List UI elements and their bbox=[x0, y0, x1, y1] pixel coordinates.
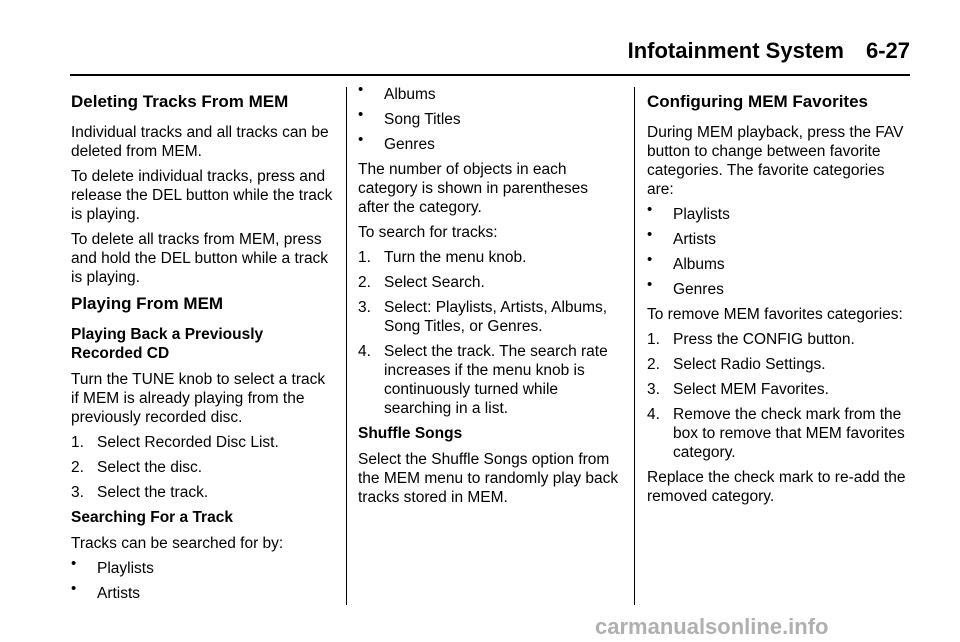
subheading-shuffle-songs: Shuffle Songs bbox=[358, 425, 463, 442]
heading-deleting-tracks: Deleting Tracks From MEM bbox=[71, 92, 289, 111]
list-item: 3. Select: Playlists, Artists, Albums, Song Titles, or Genres. bbox=[358, 299, 608, 335]
paragraph: To delete individual tracks, press and release the DEL button while the track is playing. bbox=[71, 168, 333, 223]
paragraph: Individual tracks and all tracks can be deleted from MEM. bbox=[71, 124, 329, 160]
column-3 bbox=[647, 85, 909, 512]
bullet-icon: • bbox=[358, 131, 364, 148]
header-rule bbox=[70, 74, 910, 76]
paragraph: Tracks can be searched for by: bbox=[71, 535, 284, 552]
bullet-icon: • bbox=[647, 226, 653, 243]
column-divider-2 bbox=[634, 87, 635, 605]
heading-playing-from-mem: Playing From MEM bbox=[71, 294, 224, 313]
bullet-list bbox=[647, 201, 909, 299]
subheading-searching: Searching For a Track bbox=[71, 509, 233, 526]
paragraph: Select the Shuffle Songs option from the MEM menu to randomly play back tracks stored in MEM. bbox=[358, 451, 619, 506]
bullet-list bbox=[358, 81, 620, 154]
list-item: 1. Press the CONFIG button. bbox=[647, 331, 855, 348]
bullet-icon: • bbox=[358, 106, 364, 123]
list-item: • Song Titles bbox=[358, 106, 461, 128]
list-item: • Albums bbox=[647, 251, 725, 273]
list-item: 3. Select the track. bbox=[71, 484, 209, 501]
list-item: 1. Select Recorded Disc List. bbox=[71, 434, 279, 451]
bullet-icon: • bbox=[358, 81, 364, 98]
list-item: • Artists bbox=[647, 226, 717, 248]
list-item: 2. Select the disc. bbox=[71, 459, 203, 476]
column-divider-1 bbox=[346, 87, 347, 605]
subheading-playing-back: Playing Back a Previously Recorded CD bbox=[71, 326, 264, 362]
numbered-list bbox=[358, 248, 620, 418]
page-header bbox=[628, 38, 910, 64]
bullet-icon: • bbox=[71, 580, 77, 597]
column-2 bbox=[358, 81, 620, 513]
paragraph: The number of objects in each category is shown in parentheses after the category. bbox=[358, 161, 589, 216]
list-item: 4. Select the track. The search rate increases if the menu knob is continuously turned while searching in a list. bbox=[358, 343, 608, 417]
paragraph: To delete all tracks from MEM, press and hold the DEL button while a track is playing. bbox=[71, 231, 329, 286]
list-item: • Genres bbox=[358, 131, 435, 153]
paragraph: To remove MEM favorites categories: bbox=[647, 306, 903, 323]
list-item: • Playlists bbox=[647, 201, 730, 223]
section-title: Infotainment System bbox=[627, 38, 844, 63]
list-item: • Playlists bbox=[71, 555, 154, 577]
list-item: 3. Select MEM Favorites. bbox=[647, 381, 829, 398]
paragraph: Replace the check mark to re-add the removed category. bbox=[647, 469, 906, 505]
column-1 bbox=[71, 85, 333, 609]
list-item: • Genres bbox=[647, 276, 724, 298]
paragraph: During MEM playback, press the FAV button to change between favorite categories. The favorite categories are: bbox=[647, 124, 904, 198]
bullet-icon: • bbox=[647, 251, 653, 268]
list-item: 1. Turn the menu knob. bbox=[358, 249, 527, 266]
bullet-icon: • bbox=[647, 201, 653, 218]
list-item: • Artists bbox=[71, 580, 141, 602]
numbered-list bbox=[71, 433, 333, 502]
bullet-icon: • bbox=[71, 555, 77, 572]
bullet-icon: • bbox=[647, 276, 653, 293]
paragraph: Turn the TUNE knob to select a track if MEM is already playing from the previously recorded disc. bbox=[71, 371, 326, 426]
page-number: 6-27 bbox=[865, 38, 910, 63]
paragraph: To search for tracks: bbox=[358, 224, 498, 241]
list-item: 4. Remove the check mark from the box to remove that MEM favorites category. bbox=[647, 406, 905, 461]
list-item: 2. Select Radio Settings. bbox=[647, 356, 826, 373]
list-item: • Albums bbox=[358, 81, 436, 103]
bullet-list bbox=[71, 555, 333, 603]
list-item: 2. Select Search. bbox=[358, 274, 485, 291]
watermark: carmanualsonline.info bbox=[595, 614, 829, 639]
heading-configuring-favorites: Configuring MEM Favorites bbox=[647, 92, 868, 111]
numbered-list bbox=[647, 330, 909, 462]
